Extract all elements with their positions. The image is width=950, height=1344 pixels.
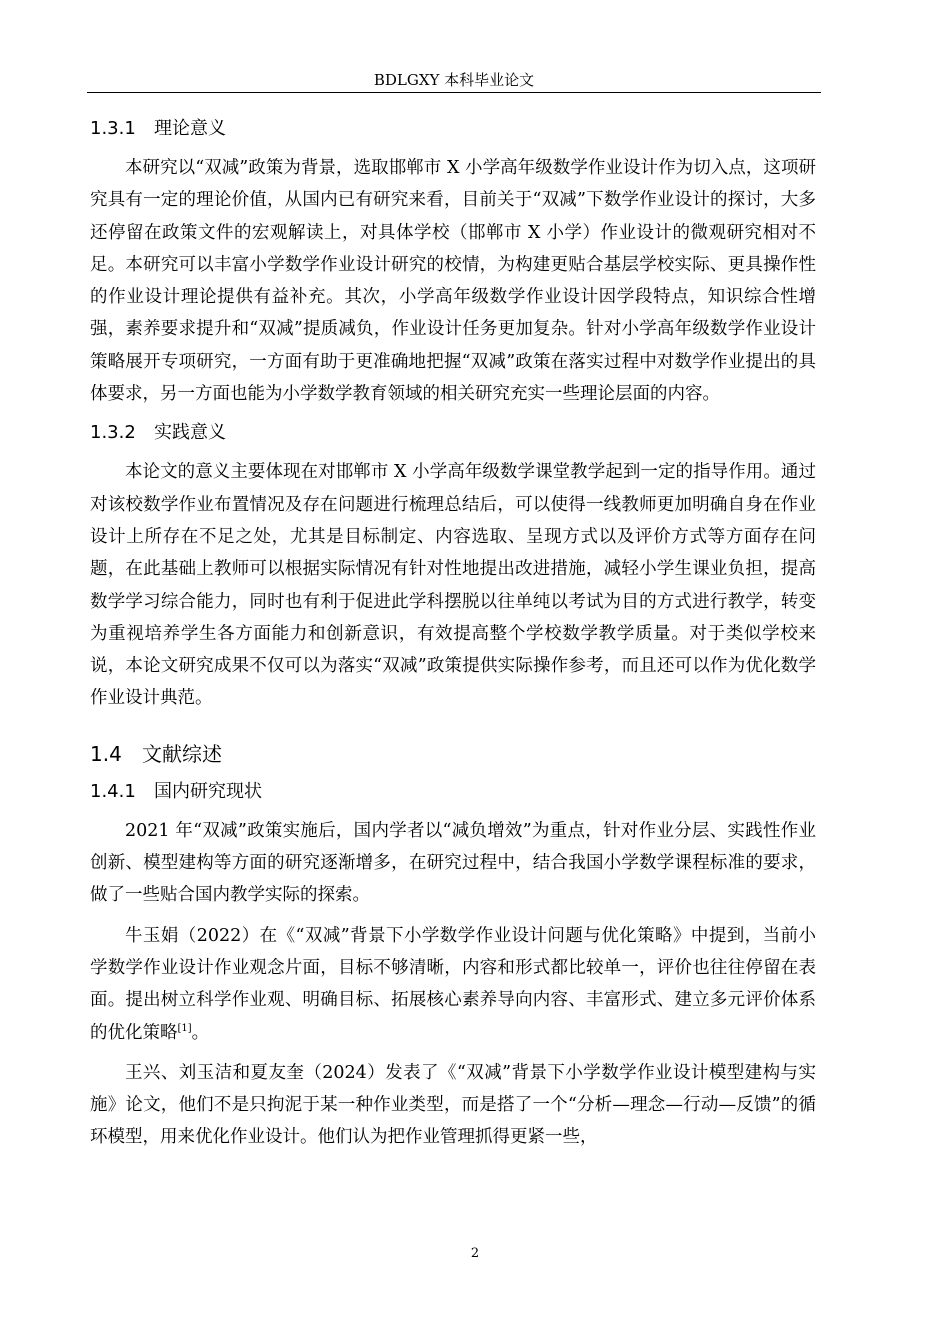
paragraph: 本研究以“双减”政策为背景，选取邯郸市 X 小学高年级数学作业设计作为切入点，这项研究具有一定的理论价值，从国内已有研究来看，目前关于“双减”下数学作业设计的探讨，大多还停留在政策文件的宏观解读上，对具体学校（邯郸市 X 小学）作业设计的微观研究相对不足。本研究可以丰富小学数学作业设计研究的校情，为构建更贴合基层学校实际、更具操作性的作业设计理论提供有益补充。其次，小学高年级数学作业设计因学段特点，知识综合性增强，素养要求提升和“双减”提质减负，作业设计任务更加复杂。针对小学高年级数学作业设计策略展开专项研究，一方面有助于更准确地把握“双减”政策在落实过程中对数学作业提出的具体要求，另一方面也能为小学数学教育领域的相关研究充实一些理论层面的内容。 xyxy=(90,158,816,405)
paragraph: 2021 年“双减”政策实施后，国内学者以“减负增效”为重点，针对作业分层、实践性作业创新、模型建构等方面的研究逐渐增多，在研究过程中，结合我国小学数学课程标准的要求，做了一些贴合国内教学实际的探索。 xyxy=(90,820,816,906)
section-heading-1-4 xyxy=(90,739,816,769)
section-number: 1.3.2 xyxy=(90,422,136,444)
section-number: 1.4 xyxy=(90,741,122,766)
section-heading-1-4-1 xyxy=(90,779,816,805)
section-heading-1-3-2 xyxy=(90,420,816,446)
section-heading-1-3-1 xyxy=(90,116,816,142)
header-rule xyxy=(87,92,821,93)
section-title: 文献综述 xyxy=(142,741,222,766)
page-number: 2 xyxy=(470,1246,480,1261)
section-number: 1.4.1 xyxy=(90,780,136,802)
section-title: 理论意义 xyxy=(154,118,226,139)
page-content xyxy=(90,112,816,1162)
section-title: 实践意义 xyxy=(154,422,226,444)
running-header: BDLGXY 本科毕业论文 xyxy=(373,71,535,89)
paragraph-with-citation xyxy=(90,920,816,1049)
citation-marker[interactable]: [1] xyxy=(177,1022,192,1034)
section-title: 国内研究现状 xyxy=(154,780,262,802)
section-number: 1.3.1 xyxy=(90,118,136,139)
paragraph: 本论文的意义主要体现在对邯郸市 X 小学高年级数学课堂教学起到一定的指导作用。通过对该校数学作业布置情况及存在问题进行梳理总结后，可以使得一线教师更加明确自身在作业设计上所存在不足之处，尤其是目标制定、内容选取、呈现方式以及评价方式等方面存在问题，在此基础上教师可以根据实际情况有针对性地提出改进措施，减轻小学生课业负担，提高数学学习综合能力，同时也有利于促进此学科摆脱以往单纯以考试为目的方式进行教学，转变为重视培养学生各方面能力和创新意识，有效提高整个学校数学教学质量。对于类似学校来说，本论文研究成果不仅可以为落实“双减”政策提供实际操作参考，而且还可以作为优化数学作业设计典范。 xyxy=(90,462,816,709)
paragraph-text: 牛玉娟（2022）在《“双减”背景下小学数学作业设计问题与优化策略》中提到，当前小学数学作业设计作业观念片面，目标不够清晰，内容和形式都比较单一，评价也往往停留在表面。提出树立科学作业观、明确目标、拓展核心素养导向内容、丰富形式、建立多元评价体系的优化策略 xyxy=(90,925,816,1043)
paragraph-tail: 。 xyxy=(191,1022,210,1043)
paragraph: 王兴、刘玉洁和夏友奎（2024）发表了《“双减”背景下小学数学作业设计模型建构与实施》论文，他们不是只拘泥于某一种作业类型，而是搭了一个“分析—理念—行动—反馈”的循环模型，用来优化作业设计。他们认为把作业管理抓得更紧一些， xyxy=(90,1062,816,1148)
